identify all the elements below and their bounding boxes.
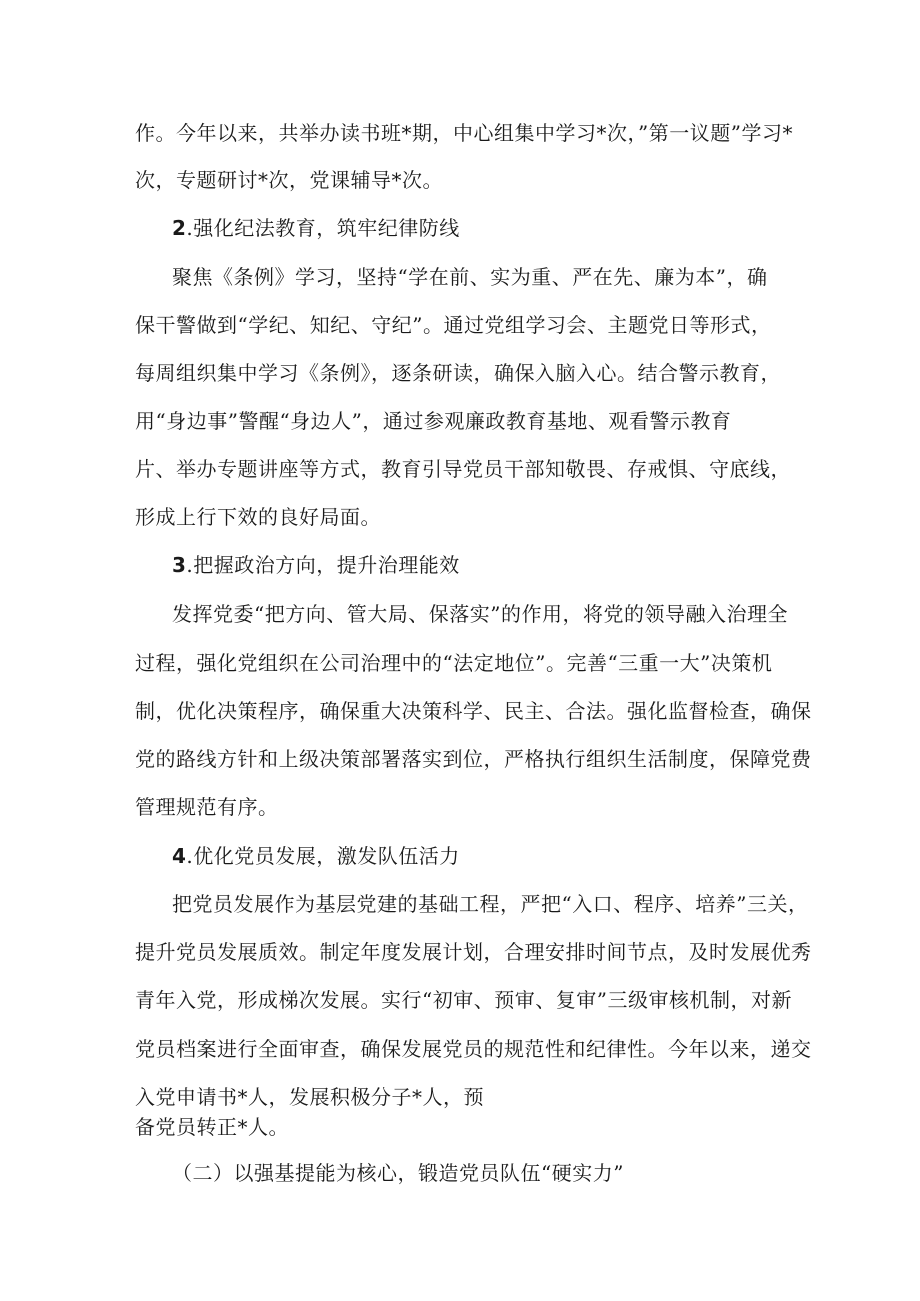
subheading-text: .把握政治方向，提升治理能效 bbox=[186, 553, 460, 577]
paragraph-line: 入党申请书*人，发展积极分子*人，预 bbox=[135, 1085, 484, 1109]
section-heading: （二）以强基提能为核心，锻造党员队伍“硬实力” bbox=[172, 1161, 624, 1185]
subheading bbox=[172, 843, 460, 869]
subheading-text: .优化党员发展，激发队伍活力 bbox=[186, 844, 460, 868]
paragraph-line: 备党员转正*人。 bbox=[135, 1115, 289, 1139]
paragraph-line: 青年入党，形成梯次发展。实行“初审、预审、复审”三级审核机制，对新 bbox=[135, 988, 792, 1012]
paragraph-line: 管理规范有序。 bbox=[135, 795, 279, 819]
subheading-number: 4 bbox=[172, 844, 187, 868]
subheading-number: 2 bbox=[172, 216, 187, 240]
paragraph-line: 提升党员发展质效。制定年度发展计划，合理安排时间节点，及时发展优秀 bbox=[135, 940, 812, 964]
paragraph-line: 发挥党委“把方向、管大局、保落实”的作用，将党的领导融入治理全 bbox=[172, 602, 788, 626]
subheading bbox=[172, 552, 460, 578]
paragraph-line: 保干警做到“学纪、知纪、守纪”。通过党组学习会、主题党日等形式， bbox=[135, 313, 772, 337]
paragraph-line: 聚焦《条例》学习，坚持“学在前、实为重、严在先、廉为本”，确 bbox=[172, 265, 768, 289]
subheading-text: .强化纪法教育，筑牢纪律防线 bbox=[186, 216, 460, 240]
paragraph-line: 党员档案进行全面审查，确保发展党员的规范性和纪律性。今年以来，递交 bbox=[135, 1037, 812, 1061]
paragraph-line: 形成上行下效的良好局面。 bbox=[135, 505, 381, 529]
paragraph-line: 片、举办专题讲座等方式，教育引导党员干部知敬畏、存戒惧、守底线， bbox=[135, 457, 791, 481]
subheading-number: 3 bbox=[172, 553, 187, 577]
paragraph-line: 次，专题研讨*次，党课辅导*次。 bbox=[135, 168, 443, 192]
paragraph-line: 制，优化决策程序，确保重大决策科学、民主、合法。强化监督检查，确保 bbox=[135, 699, 812, 723]
paragraph-line: 作。今年以来，共举办读书班*期，中心组集中学习*次，”第一议题”学习* bbox=[135, 121, 793, 145]
paragraph-line: 过程，强化党组织在公司治理中的“法定地位”。完善“三重一大”决策机 bbox=[135, 651, 773, 675]
paragraph-line: 每周组织集中学习《条例》，逐条研读，确保入脑入心。结合警示教育， bbox=[135, 361, 781, 385]
paragraph-line: 用“身边事”警醒“身边人”，通过参观廉政教育基地、观看警示教育 bbox=[135, 409, 732, 433]
paragraph-line: 把党员发展作为基层党建的基础工程，严把“入口、程序、培养”三关， bbox=[172, 892, 809, 916]
paragraph-line: 党的路线方针和上级决策部署落实到位，严格执行组织生活制度，保障党费 bbox=[135, 747, 812, 771]
subheading bbox=[172, 215, 460, 241]
